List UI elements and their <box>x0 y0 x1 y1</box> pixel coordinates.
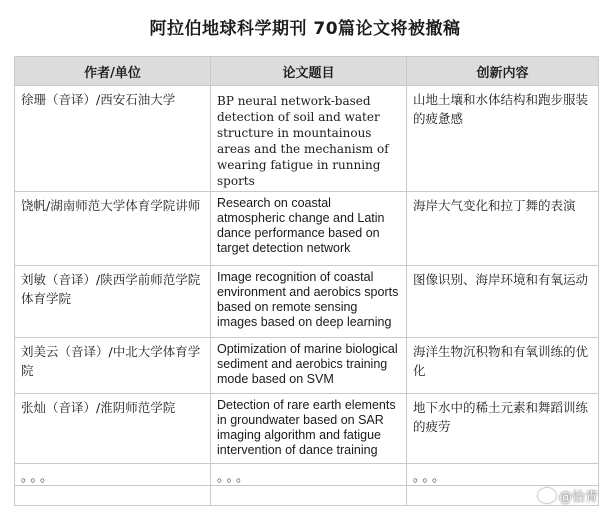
watermark-text: @怡青 <box>558 490 598 505</box>
innovation-cell: 山地土壤和水体结构和跑步服装的疲惫感 <box>407 86 599 192</box>
paper-title-cell: Research on coastal atmospheric change and Latin dance performance based on target detection network <box>211 192 407 266</box>
header-paper-title: 论文题目 <box>211 57 407 86</box>
innovation-cell: 海洋生物沉积物和有氧训练的优化 <box>407 338 599 394</box>
author-cell: 张灿（音译）/淮阴师范学院 <box>15 394 211 464</box>
weibo-watermark <box>538 486 598 505</box>
ellipsis-row <box>15 464 599 486</box>
empty-cell <box>211 486 407 506</box>
ellipsis-cell: 。。。 <box>15 464 211 486</box>
empty-cell <box>15 486 211 506</box>
page-title: 阿拉伯地球科学期刊 70篇论文将被撤稿 <box>149 19 461 39</box>
author-cell: 刘敏（音译）/陕西学前师范学院体育学院 <box>15 266 211 338</box>
empty-row <box>15 486 599 506</box>
innovation-cell: 地下水中的稀土元素和舞蹈训练的疲劳 <box>407 394 599 464</box>
paper-title-cell: Optimization of marine biological sediment and aerobics training mode based on SVM <box>211 338 407 394</box>
paper-title-cell: BP neural network-based detection of soil and water structure in mountainous areas and the mechanism of wearing fatigue in running sports <box>211 86 407 192</box>
author-cell: 饶帆/湖南师范大学体育学院讲师 <box>15 192 211 266</box>
ellipsis-cell: 。。。 <box>407 464 599 486</box>
author-cell: 徐珊（音译）/西安石油大学 <box>15 86 211 192</box>
header-author: 作者/单位 <box>15 57 211 86</box>
paper-title-cell: Image recognition of coastal environment and aerobics sports based on remote sensing images based on deep learning <box>211 266 407 338</box>
table-row <box>15 266 599 338</box>
innovation-cell: 图像识别、海岸环境和有氧运动 <box>407 266 599 338</box>
table-row <box>15 86 599 192</box>
ellipsis-cell: 。。。 <box>211 464 407 486</box>
retraction-table <box>14 56 599 506</box>
author-cell: 刘美云（音译）/中北大学体育学院 <box>15 338 211 394</box>
paper-title-cell: Detection of rare earth elements in groundwater based on SAR imaging algorithm and fatigue intervention of dance training <box>211 394 407 464</box>
table-row <box>15 192 599 266</box>
innovation-cell: 海岸大气变化和拉丁舞的表演 <box>407 192 599 266</box>
table-row <box>15 394 599 464</box>
table-row <box>15 338 599 394</box>
table-header-row <box>15 57 599 86</box>
header-innovation: 创新内容 <box>407 57 599 86</box>
weibo-logo-icon <box>538 488 556 503</box>
